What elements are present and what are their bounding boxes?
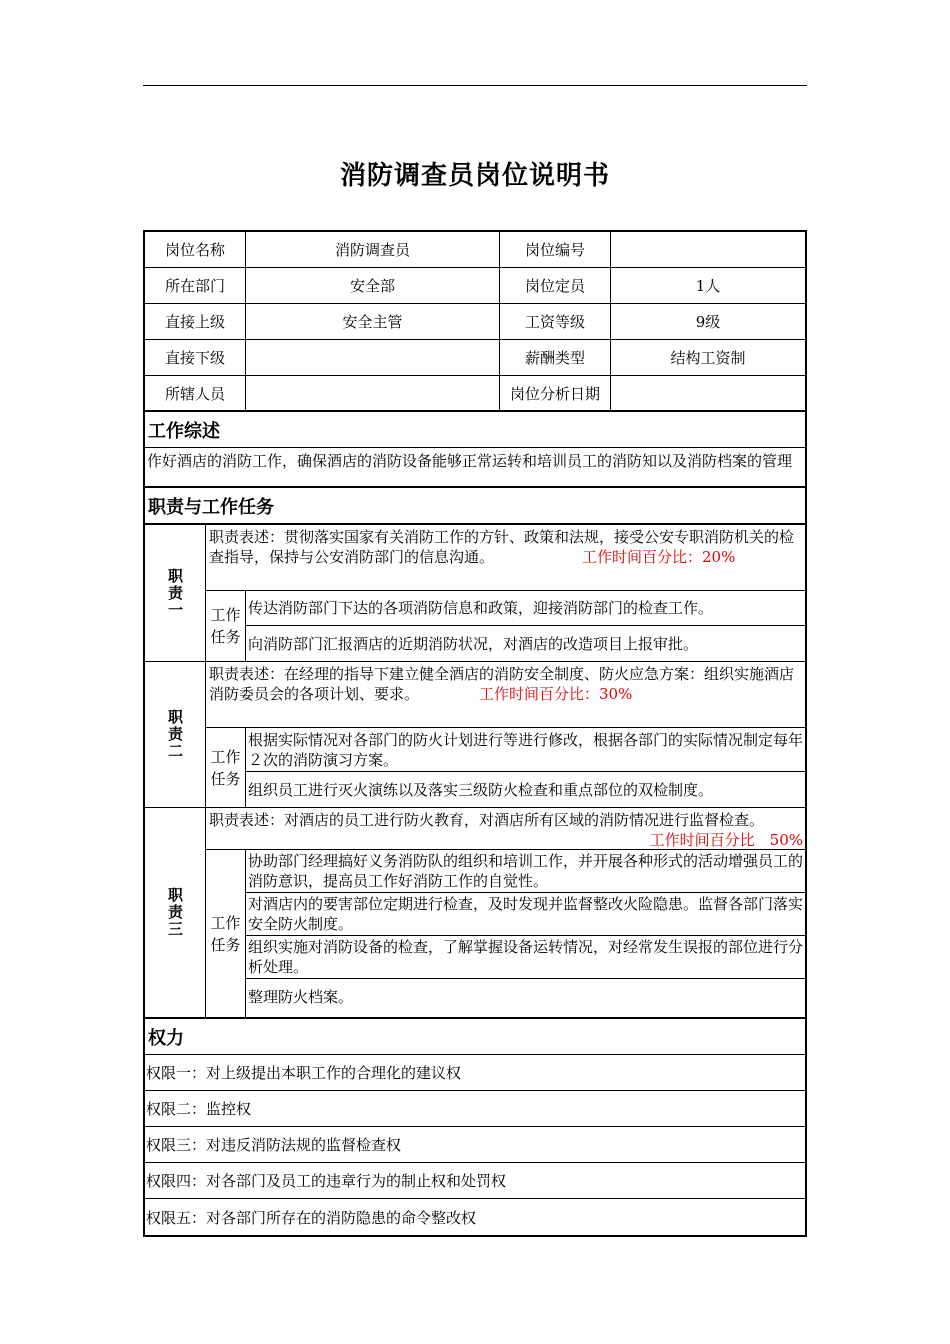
task-item: 整理防火档案。 [248, 988, 354, 1006]
info-row [145, 340, 805, 376]
info-label: 工资等级 [500, 304, 611, 339]
task-item: 协助部门经理搞好义务消防队的组织和培训工作，并开展各种形式的活动增强员工的消防意识，提高员工作好消防工作的自觉性。 [246, 850, 805, 893]
task-item: 根据实际情况对各部门的防火计划进行等进行修改，根据各部门的实际情况制定每年２次的消防演习方案。 [246, 728, 805, 772]
task-item: 传达消防部门下达的各项消防信息和政策，迎接消防部门的检查工作。 [246, 591, 805, 626]
power-item: 权限四：对各部门及员工的违章行为的制止权和处罚权 [145, 1163, 805, 1199]
summary-text: 作好酒店的消防工作，确保酒店的消防设备能够正常运转和培训员工的消防知以及消防档案的管理 [147, 452, 793, 470]
info-row [145, 268, 805, 304]
task-item: 组织实施对消防设备的检查，了解掌握设备运转情况，对经常发生误报的部位进行分析处理。 [246, 936, 805, 979]
info-value: 结构工资制 [670, 349, 746, 367]
powers-list [145, 1055, 805, 1235]
powers-heading-row [145, 1019, 805, 1055]
summary-heading-row [145, 412, 805, 448]
info-label: 岗位名称 [145, 232, 246, 267]
info-label: 所在部门 [145, 268, 246, 303]
duty-label: 职责一 [145, 525, 206, 661]
info-row [145, 304, 805, 340]
duty-label: 职责三 [145, 808, 206, 1017]
summary-row [145, 448, 805, 488]
duty-block [145, 525, 805, 662]
info-label: 薪酬类型 [500, 340, 611, 375]
info-row [145, 376, 805, 412]
time-percentage: 工作时间百分比：20% [582, 548, 736, 566]
duty-label: 职责二 [145, 662, 206, 807]
task-label: 工作任务 [206, 850, 246, 1017]
duty-description: 职责表述：贯彻落实国家有关消防工作的方针、政策和法规，接受公安专职消防机关的检查指导，保持与公安消防部门的信息沟通。 工作时间百分比：20% [206, 525, 805, 591]
duty-description: 职责表述：在经理的指导下建立健全酒店的消防安全制度、防火应急方案：组织实施酒店消防委员会的各项计划、要求。 工作时间百分比：30% [206, 662, 805, 728]
task-label: 工作任务 [206, 591, 246, 661]
task-item: 组织员工进行灭火演练以及落实三级防火检查和重点部位的双检制度。 [248, 780, 714, 799]
time-percentage: 工作时间百分比：30% [479, 685, 633, 703]
summary-heading: 工作综述 [148, 420, 220, 442]
job-description-table [143, 230, 807, 1237]
duty-block [145, 808, 805, 1019]
power-item: 权限一：对上级提出本职工作的合理化的建议权 [145, 1055, 805, 1091]
info-value: 1人 [695, 277, 721, 295]
page-title: 消防调查员岗位说明书 [339, 161, 610, 191]
duty-block [145, 662, 805, 808]
power-item: 权限五：对各部门所存在的消防隐患的命令整改权 [146, 1208, 477, 1227]
info-value: 消防调查员 [246, 232, 500, 267]
duties-heading: 职责与工作任务 [148, 496, 274, 518]
info-label: 直接下级 [145, 340, 246, 375]
info-value [246, 340, 500, 375]
info-value [611, 376, 805, 410]
duties-heading-row [145, 488, 805, 525]
info-label: 岗位编号 [500, 232, 611, 267]
power-item: 权限二：监控权 [145, 1091, 805, 1127]
power-item: 权限三：对违反消防法规的监督检查权 [145, 1127, 805, 1163]
task-item: 对酒店内的要害部位定期进行检查，及时发现并监督整改火险隐患。监督各部门落实安全防火制度。 [246, 893, 805, 936]
info-value: 9级 [695, 313, 721, 331]
info-label: 岗位分析日期 [500, 376, 611, 410]
info-label: 岗位定员 [500, 268, 611, 303]
info-value [246, 376, 500, 410]
task-label: 工作任务 [206, 728, 246, 807]
info-label: 直接上级 [145, 304, 246, 339]
duty-description: 职责表述：对酒店的员工进行防火教育，对酒店所有区域的消防情况进行监督检查。 工作时间百分比 50% [206, 808, 805, 850]
info-value: 安全部 [246, 268, 500, 303]
info-value [611, 232, 805, 267]
task-item: 向消防部门汇报酒店的近期消防状况，对酒店的改造项目上报审批。 [248, 634, 699, 653]
top-rule [143, 85, 807, 86]
time-percentage: 工作时间百分比 50% [649, 831, 803, 849]
info-row [145, 232, 805, 268]
powers-heading: 权力 [148, 1027, 184, 1049]
info-value: 安全主管 [246, 304, 500, 339]
info-label: 所辖人员 [145, 376, 246, 410]
